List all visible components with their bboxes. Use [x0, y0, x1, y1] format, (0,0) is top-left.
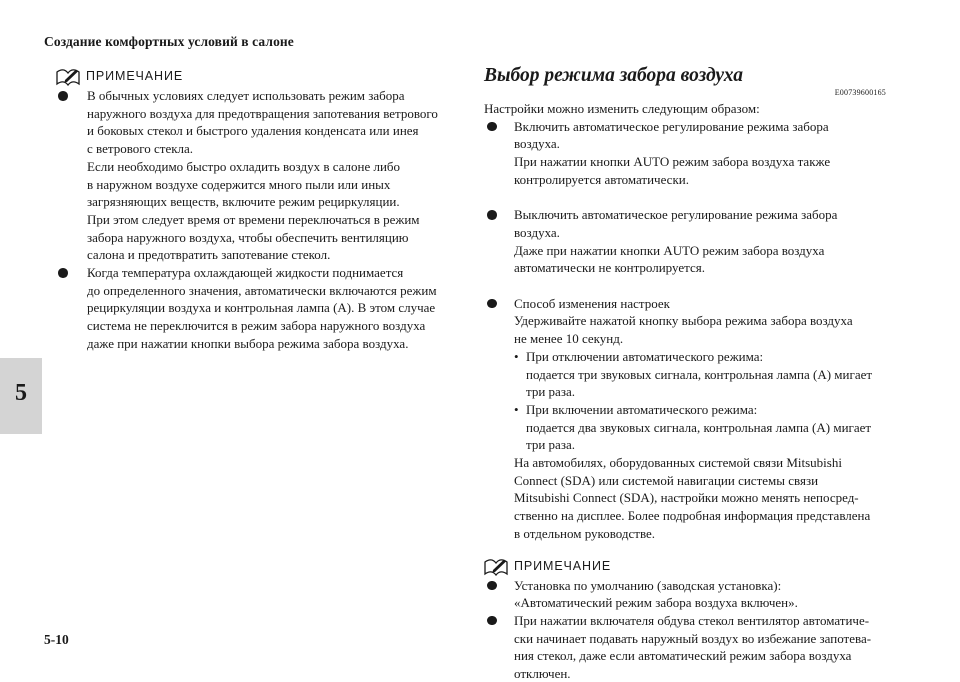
- text-line: подается два звуковых сигнала, контрольная лампа (A) мигает: [526, 419, 872, 435]
- text-line: Установка по умолчанию (заводская установка):: [514, 577, 782, 593]
- bullet-dot: [487, 299, 497, 309]
- text-line: и боковых стекол и быстрого удаления конденсата или инея: [87, 123, 419, 139]
- page-number: 5-10: [44, 632, 69, 647]
- chapter-number: 5: [15, 380, 27, 406]
- text-line: В обычных условиях следует использовать режим забора: [87, 88, 405, 103]
- text-line: Connect (SDA) или системой навигации системы связи: [514, 472, 819, 488]
- text-line: При нажатии включателя обдува стекол вентилятор автоматиче-: [514, 612, 870, 628]
- text-line: система не переключится в режим забора наружного воздуха: [87, 318, 426, 334]
- note-bullet-2: [484, 612, 886, 682]
- note-header: [484, 558, 886, 576]
- text-line: ски начинает подавать наружный воздух во избежание запотева-: [514, 630, 872, 646]
- text-line: При нажатии кнопки AUTO режим забора воздуха также: [514, 154, 831, 170]
- text-line: Когда температура охлаждающей жидкости поднимается: [87, 265, 404, 281]
- text-line: На автомобилях, оборудованных системой связи Mitsubishi: [514, 455, 842, 471]
- text-line: Даже при нажатии кнопки AUTO режим забора воздуха: [514, 242, 825, 258]
- section-code: E00739600165: [834, 88, 886, 97]
- section-title: Выбор режима забора воздуха: [484, 65, 744, 86]
- left-column: [56, 68, 454, 353]
- text-line: Удерживайте нажатой кнопку выбора режима забора воздуха: [514, 313, 853, 329]
- text-line: Если необходимо быстро охладить воздух в салоне либо: [87, 158, 401, 174]
- sub-item-enable: [514, 401, 886, 454]
- bullet-dot: [487, 581, 497, 591]
- setting-item-2: [484, 206, 886, 277]
- text-line: Выключить автоматическое регулирование режима забора: [514, 207, 838, 223]
- text-line: ственно на дисплее. Более подробная информация представлена: [514, 508, 871, 524]
- bullet-dot: [58, 268, 68, 278]
- text-line: наружного воздуха для предотвращения запотевания ветрового: [87, 105, 438, 121]
- bullet-dot: [487, 210, 497, 220]
- right-column: [484, 62, 886, 682]
- text-line: не менее 10 секунд.: [514, 331, 624, 347]
- text-line: с ветрового стекла.: [87, 141, 194, 157]
- text-line: салона и предотвратить запотевание стекол.: [87, 247, 331, 263]
- bullet-dot: [487, 616, 497, 626]
- note-bullet-2: [56, 264, 454, 353]
- text-line: ния стекол, даже если автоматический режим забора воздуха: [514, 648, 852, 664]
- text-line: рециркуляции воздуха и контрольная лампа (A). В этом случае: [87, 300, 436, 316]
- sub-item-disable: [514, 348, 886, 401]
- note-title: ПРИМЕЧАНИЕ: [514, 558, 612, 573]
- section-intro: Настройки можно изменить следующим образом:: [484, 101, 760, 116]
- text-line: Способ изменения настроек: [514, 295, 670, 311]
- text-line: подается три звуковых сигнала, контрольная лампа (A) мигает: [526, 366, 873, 382]
- bullet-dot: [487, 122, 497, 132]
- setting-item-3: [484, 295, 886, 543]
- sub-bullet-mark: •: [514, 401, 519, 417]
- text-line: три раза.: [526, 384, 575, 400]
- pen-note-icon: [484, 558, 508, 576]
- text-line: даже при нажатии кнопки выбора режима забора воздуха.: [87, 335, 409, 351]
- note-title: ПРИМЕЧАНИЕ: [86, 69, 184, 84]
- pen-note-icon: [56, 68, 80, 86]
- text-line: в наружном воздухе содержится много пыли или иных: [87, 176, 391, 192]
- note-bullet-1: [484, 577, 886, 612]
- text-line: автоматически не контролируется.: [514, 260, 705, 276]
- text-line: загрязняющих веществ, включите режим рециркуляции.: [87, 194, 400, 210]
- text-line: При включении автоматического режима:: [526, 401, 758, 417]
- text-line: воздуха.: [514, 136, 560, 152]
- code-row: [484, 90, 886, 100]
- setting-item-1: [484, 118, 886, 189]
- text-line: контролируется автоматически.: [514, 171, 689, 187]
- running-header: Создание комфортных условий в салоне: [44, 34, 294, 49]
- sub-bullet-mark: •: [514, 348, 519, 364]
- text-line: воздуха.: [514, 224, 560, 240]
- text-line: При этом следует время от времени переключаться в режим: [87, 211, 420, 227]
- note-header: [56, 68, 454, 86]
- text-line: забора наружного воздуха, чтобы обеспечить вентиляцию: [87, 229, 409, 245]
- text-line: до определенного значения, автоматически включаются режим: [87, 282, 437, 298]
- text-line: «Автоматический режим забора воздуха включен».: [514, 595, 798, 611]
- text-line: При отключении автоматического режима:: [526, 348, 764, 364]
- right-note: [484, 558, 886, 682]
- text-line: Mitsubishi Connect (SDA), настройки можно менять непосред-: [514, 490, 859, 506]
- text-line: отключен.: [514, 666, 571, 682]
- text-line: в отдельном руководстве.: [514, 525, 656, 541]
- text-line: Включить автоматическое регулирование режима забора: [514, 118, 829, 134]
- text-line: три раза.: [526, 437, 575, 453]
- bullet-dot: [58, 91, 68, 101]
- note-bullet-1: [56, 87, 454, 264]
